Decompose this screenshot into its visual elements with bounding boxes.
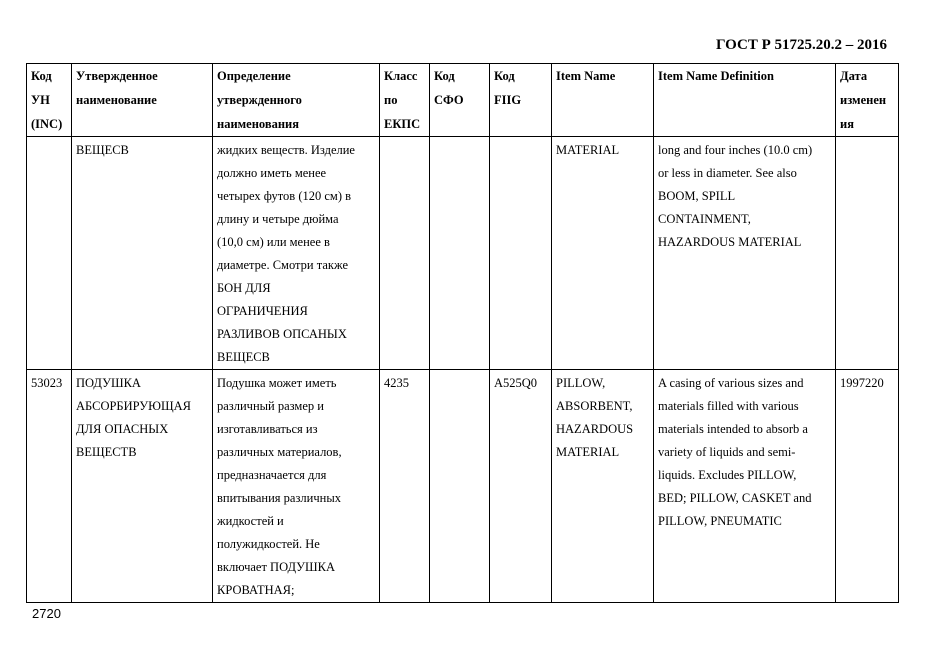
cell-item-name: MATERIAL <box>552 137 654 370</box>
header-class: Класс по ЕКПС <box>380 64 430 137</box>
cell-fiig: A525Q0 <box>490 370 552 603</box>
cell-inc <box>27 137 72 370</box>
header-item-definition: Item Name Definition <box>654 64 836 137</box>
header-name-ru: Утвержденное наименование <box>72 64 213 137</box>
cell-inc: 53023 <box>27 370 72 603</box>
cell-definition-ru: Подушка может иметь различный размер и изготавливаться из различных материалов, предназначается для впитывания различных жидкостей и полужидкостей. Не включает ПОДУШКА КРОВАТНАЯ; <box>213 370 380 603</box>
cell-sfo <box>430 137 490 370</box>
cell-class: 4235 <box>380 370 430 603</box>
cell-date: 1997220 <box>836 370 899 603</box>
cell-item-name: PILLOW, ABSORBENT, HAZARDOUS MATERIAL <box>552 370 654 603</box>
table-row <box>27 370 899 603</box>
cell-name-ru: ВЕЩЕСВ <box>72 137 213 370</box>
header-definition-ru: Определение утвержденного наименования <box>213 64 380 137</box>
catalog-table <box>26 63 899 603</box>
cell-item-definition: A casing of various sizes and materials filled with various materials intended to absorb a variety of liquids and semi- liquids. Excludes PILLOW, BED; PILLOW, CASKET and PILLOW, PNEUMATIC <box>654 370 836 603</box>
header-fiig: Код FIIG <box>490 64 552 137</box>
header-sfo: Код СФО <box>430 64 490 137</box>
header-inc: Код УН (INC) <box>27 64 72 137</box>
cell-sfo <box>430 370 490 603</box>
page-number: 2720 <box>32 606 61 621</box>
cell-fiig <box>490 137 552 370</box>
table-header-row <box>27 64 899 137</box>
header-item-name: Item Name <box>552 64 654 137</box>
cell-class <box>380 137 430 370</box>
cell-date <box>836 137 899 370</box>
header-date: Дата изменен ия <box>836 64 899 137</box>
cell-item-definition: long and four inches (10.0 cm) or less in diameter. See also BOOM, SPILL CONTAINMENT, HAZARDOUS MATERIAL <box>654 137 836 370</box>
table-row <box>27 137 899 370</box>
document-title: ГОСТ Р 51725.20.2 – 2016 <box>715 37 887 53</box>
cell-name-ru: ПОДУШКА АБСОРБИРУЮЩАЯ ДЛЯ ОПАСНЫХ ВЕЩЕСТВ <box>72 370 213 603</box>
cell-definition-ru: жидких веществ. Изделие должно иметь менее четырех футов (120 см) в длину и четыре дюйма (10,0 см) или менее в диаметре. Смотри также БОН ДЛЯ ОГРАНИЧЕНИЯ РАЗЛИВОВ ОПСАНЫХ ВЕЩЕСВ <box>213 137 380 370</box>
